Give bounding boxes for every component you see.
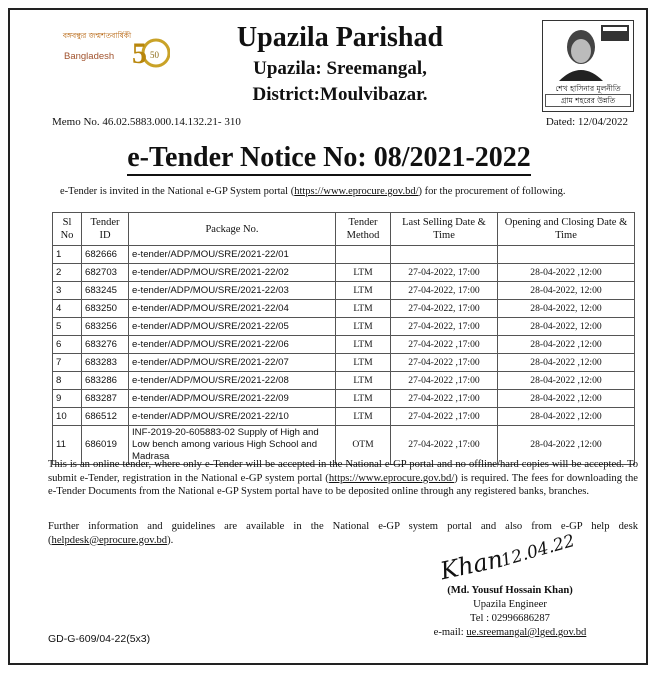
fifty-years-logo-icon [130, 31, 170, 71]
package-cell: INF-2019-20-605883-02 Supply of High and Low bench among various High School and Madrasa [129, 426, 336, 465]
handwritten-signature [437, 530, 577, 586]
sl-cell: 10 [53, 408, 82, 426]
notice-title-text: e-Tender Notice No: 08/2021-2022 [127, 142, 531, 176]
method-cell: LTM [336, 408, 391, 426]
email-label: e-mail: [433, 627, 467, 638]
opening-cell: 28-04-2022 ,12:00 [498, 390, 635, 408]
tender-table [52, 212, 635, 465]
method-cell: LTM [336, 354, 391, 372]
method-cell: OTM [336, 426, 391, 465]
method-cell: LTM [336, 336, 391, 354]
package-cell: e-tender/ADP/MOU/SRE/2021-22/02 [129, 264, 336, 282]
sl-cell: 11 [53, 426, 82, 465]
table-row [53, 318, 635, 336]
engineer-email-link[interactable]: ue.sreemangal@lged.gov.bd [466, 627, 587, 638]
signature-date: 12.04.22 [498, 530, 577, 572]
opening-cell: 28-04-2022 ,12:00 [498, 408, 635, 426]
package-cell: e-tender/ADP/MOU/SRE/2021-22/09 [129, 390, 336, 408]
table-row [53, 336, 635, 354]
upazila-name: Upazila: Sreemangal, [253, 58, 427, 79]
method-cell: LTM [336, 390, 391, 408]
p1-after: ) is required. The fees for downloading the e-Tender Documents from the National e-GP System portal have to be deposited online through any registered banks, branches. [48, 472, 638, 497]
svg-text:5: 5 [132, 37, 147, 70]
last-selling-cell: 27-04-2022 ,17:00 [391, 426, 498, 465]
table-row [53, 300, 635, 318]
package-cell: e-tender/ADP/MOU/SRE/2021-22/06 [129, 336, 336, 354]
intro-after: ) for the procurement of following. [418, 186, 566, 197]
p1-before: This is an online tender, where only e-Tender will be accepted in the National e-GP portal and no offline/hard copies will be accepted. To submit e-Tender, registration in the National e-GP system portal ( [48, 459, 638, 484]
district-name: District:Moulvibazar. [252, 84, 428, 105]
opening-cell: 28-04-2022 ,12:00 [498, 426, 635, 465]
tender-id-cell: 683287 [82, 390, 129, 408]
office-title: Upazila Parishad [236, 22, 444, 53]
package-cell: e-tender/ADP/MOU/SRE/2021-22/03 [129, 282, 336, 300]
notice-title [0, 142, 658, 174]
sl-cell: 7 [53, 354, 82, 372]
last-selling-cell: 27-04-2022 ,17:00 [391, 336, 498, 354]
tender-id-cell: 682703 [82, 264, 129, 282]
sl-cell: 3 [53, 282, 82, 300]
method-cell: LTM [336, 318, 391, 336]
signature-scrawl: Khan [437, 544, 506, 586]
helpdesk-email-link[interactable]: helpdesk@eprocure.gov.bd [51, 534, 168, 546]
package-cell: e-tender/ADP/MOU/SRE/2021-22/07 [129, 354, 336, 372]
memo-date: Dated: 12/04/2022 [545, 116, 628, 128]
memo-number: Memo No. 46.02.5883.000.14.132.21- 310 [52, 116, 241, 128]
table-header-row [53, 213, 635, 246]
p2-after: ). [167, 534, 174, 546]
tender-id-cell: 683245 [82, 282, 129, 300]
package-cell: e-tender/ADP/MOU/SRE/2021-22/05 [129, 318, 336, 336]
last-selling-cell: 27-04-2022 ,17:00 [391, 372, 498, 390]
opening-cell: 28-04-2022 ,12:00 [498, 336, 635, 354]
col-package: Package No. [129, 213, 336, 246]
logo-bengali-text: বঙ্গবন্ধুর জন্মশতবার্ষিকী [62, 31, 132, 40]
table-row [53, 282, 635, 300]
table-row [53, 390, 635, 408]
signer-tel: Tel : 02996686287 [470, 613, 550, 624]
portrait-caption-line2: গ্রাম শহরের উন্নতি [545, 94, 631, 107]
signer-name: (Md. Yousuf Hossain Khan) [447, 585, 573, 596]
method-cell: LTM [336, 300, 391, 318]
method-cell [336, 246, 391, 264]
col-last-selling: Last Selling Date & Time [391, 213, 498, 246]
opening-cell [498, 246, 635, 264]
intro-text [60, 186, 620, 197]
last-selling-cell: 27-04-2022, 17:00 [391, 264, 498, 282]
portrait-icon [543, 21, 633, 81]
intro-before: e-Tender is invited in the National e-GP System portal ( [60, 186, 295, 197]
portrait-logo [542, 20, 634, 112]
opening-cell: 28-04-2022, 12:00 [498, 318, 635, 336]
method-cell: LTM [336, 372, 391, 390]
sl-cell: 2 [53, 264, 82, 282]
eprocure-link[interactable]: https://www.eprocure.gov.bd/ [294, 186, 419, 197]
table-row [53, 246, 635, 264]
package-cell: e-tender/ADP/MOU/SRE/2021-22/04 [129, 300, 336, 318]
tender-id-cell: 683286 [82, 372, 129, 390]
package-cell: e-tender/ADP/MOU/SRE/2021-22/08 [129, 372, 336, 390]
p2-before: Further information and guidelines are available in the National e-GP system portal and also from e-GP help desk ( [48, 521, 638, 546]
table-row [53, 264, 635, 282]
last-selling-cell: 27-04-2022, 17:00 [391, 300, 498, 318]
sl-cell: 1 [53, 246, 82, 264]
sl-cell: 4 [53, 300, 82, 318]
last-selling-cell: 27-04-2022 ,17:00 [391, 354, 498, 372]
tender-id-cell: 683250 [82, 300, 129, 318]
opening-cell: 28-04-2022, 12:00 [498, 282, 635, 300]
last-selling-cell: 27-04-2022, 17:00 [391, 282, 498, 300]
online-tender-paragraph [48, 458, 638, 499]
tender-id-cell: 683283 [82, 354, 129, 372]
tender-id-cell: 686019 [82, 426, 129, 465]
portrait-caption-line1: শেখ হাসিনার মূলনীতি [555, 84, 621, 93]
signer-designation: Upazila Engineer [473, 599, 547, 610]
table-row [53, 408, 635, 426]
last-selling-cell: 27-04-2022 ,17:00 [391, 408, 498, 426]
last-selling-cell [391, 246, 498, 264]
mujib-logo [62, 27, 172, 77]
sl-cell: 5 [53, 318, 82, 336]
method-cell: LTM [336, 264, 391, 282]
col-opening: Opening and Closing Date & Time [498, 213, 635, 246]
signer-email [390, 626, 630, 640]
footer-code: GD-G-609/04-22(5x3) [48, 633, 151, 645]
col-tender-id: Tender ID [82, 213, 129, 246]
table-row [53, 372, 635, 390]
table-row [53, 354, 635, 372]
col-method: Tender Method [336, 213, 391, 246]
opening-cell: 28-04-2022 ,12:00 [498, 264, 635, 282]
package-cell: e-tender/ADP/MOU/SRE/2021-22/10 [129, 408, 336, 426]
sl-cell: 9 [53, 390, 82, 408]
last-selling-cell: 27-04-2022 ,17:00 [391, 390, 498, 408]
opening-cell: 28-04-2022 ,12:00 [498, 372, 635, 390]
opening-cell: 28-04-2022, 12:00 [498, 300, 635, 318]
eprocure-link-2[interactable]: https://www.eprocure.gov.bd/ [328, 472, 455, 484]
package-cell: e-tender/ADP/MOU/SRE/2021-22/01 [129, 246, 336, 264]
tender-id-cell: 683256 [82, 318, 129, 336]
sl-cell: 6 [53, 336, 82, 354]
tender-id-cell: 682666 [82, 246, 129, 264]
tender-id-cell: 683276 [82, 336, 129, 354]
logo-english-text: Bangladesh [64, 51, 115, 62]
last-selling-cell: 27-04-2022, 17:00 [391, 318, 498, 336]
tender-id-cell: 686512 [82, 408, 129, 426]
col-sl: Sl No [53, 213, 82, 246]
opening-cell: 28-04-2022 ,12:00 [498, 354, 635, 372]
method-cell: LTM [336, 282, 391, 300]
svg-text:50: 50 [150, 50, 159, 60]
sl-cell: 8 [53, 372, 82, 390]
